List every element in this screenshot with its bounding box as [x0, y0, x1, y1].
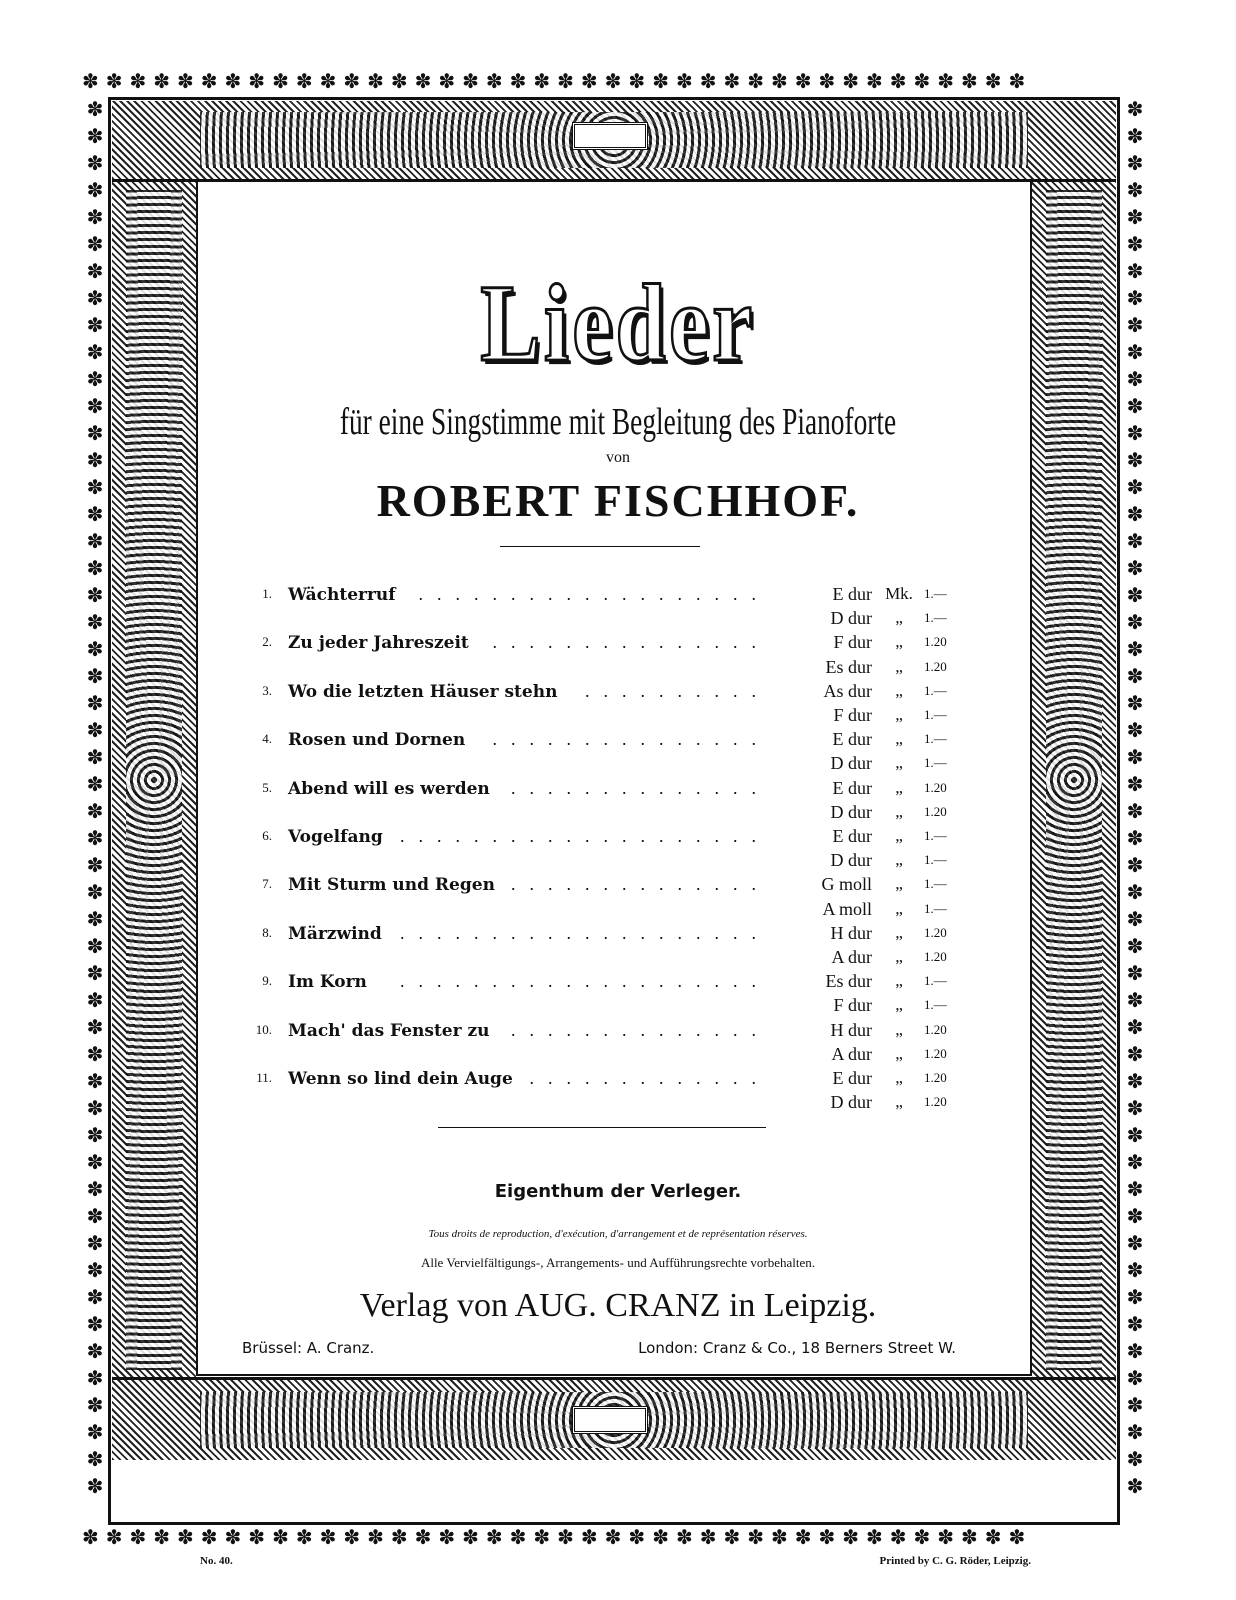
ditto-mark: „ — [895, 874, 903, 893]
song-edition-row — [0, 655, 1236, 679]
leader-dots: ............... — [492, 729, 770, 749]
song-price: 1.— — [924, 973, 947, 988]
ditto-mark: „ — [895, 632, 903, 651]
ditto-mark: „ — [895, 947, 903, 966]
song-line — [288, 776, 770, 800]
song-price: 1.20 — [924, 925, 947, 940]
ditto-mark: „ — [895, 729, 903, 748]
leader-dots: ............... — [492, 632, 770, 652]
ditto-mark: „ — [895, 826, 903, 845]
leader-dots: .................... — [400, 971, 770, 991]
song-number: 10. — [255, 1022, 272, 1037]
song-key: D dur — [830, 753, 872, 773]
song-price: 1.— — [924, 586, 947, 601]
song-edition-row — [0, 800, 1236, 824]
ornament-row-top: ✽✽✽✽✽✽✽✽✽✽✽✽✽✽✽✽✽✽✽✽✽✽✽✽✽✽✽✽✽✽✽✽✽✽✽✽✽✽✽✽ — [82, 69, 1033, 93]
song-key: E dur — [832, 826, 872, 846]
plaque-bottom — [572, 1406, 648, 1434]
leader-dots: .............. — [511, 1020, 770, 1040]
ditto-mark: „ — [895, 753, 903, 772]
song-price: 1.— — [924, 731, 947, 746]
leader-dots: .......... — [585, 681, 770, 701]
song-price: 1.— — [924, 997, 947, 1012]
song-line — [288, 921, 770, 945]
song-key: A moll — [822, 899, 872, 919]
ditto-mark: „ — [895, 778, 903, 797]
song-edition-row — [0, 824, 1236, 848]
song-line — [288, 679, 770, 703]
branch-brussels: Brüssel: A. Cranz. — [242, 1339, 375, 1357]
song-edition-row — [0, 921, 1236, 945]
song-key: G moll — [821, 874, 872, 894]
song-number: 8. — [262, 925, 272, 940]
song-edition-row — [0, 679, 1236, 703]
song-title: Wo die letzten Häuser stehn — [288, 682, 558, 702]
rights-french: Tous droits de reproduction, d'exécution, d'arrangement et de représentation réserves. — [428, 1228, 808, 1240]
song-line — [288, 872, 770, 896]
song-number: 4. — [262, 731, 272, 746]
song-key: As dur — [823, 681, 872, 701]
leader-dots: .................... — [400, 923, 770, 943]
song-title: Vogelfang — [288, 827, 383, 847]
song-number: 5. — [262, 780, 272, 795]
composer-name: ROBERT FISCHHOF. — [376, 475, 860, 526]
song-edition-row — [0, 703, 1236, 727]
leader-dots: .................... — [400, 826, 770, 846]
song-title: Mach' das Fenster zu — [288, 1021, 490, 1041]
song-price: 1.20 — [924, 1070, 947, 1085]
ornament-row-bottom: ✽✽✽✽✽✽✽✽✽✽✽✽✽✽✽✽✽✽✽✽✽✽✽✽✽✽✽✽✽✽✽✽✽✽✽✽✽✽✽✽ — [82, 1525, 1033, 1549]
ditto-mark: „ — [895, 681, 903, 700]
ornament-column-left: ✽✽✽✽✽✽✽✽✽✽✽✽✽✽✽✽✽✽✽✽✽✽✽✽✽✽✽✽✽✽✽✽✽✽✽✽✽✽✽✽✽✽✽✽✽✽✽✽✽✽✽✽ — [86, 97, 104, 1498]
song-number: 9. — [262, 973, 272, 988]
song-price: 1.20 — [924, 1094, 947, 1109]
leader-dots: ............. — [529, 1068, 770, 1088]
song-price: 1.— — [924, 707, 947, 722]
property-notice: Eigenthum der Verleger. — [494, 1181, 742, 1202]
ditto-mark: „ — [895, 657, 903, 676]
ditto-mark: „ — [895, 971, 903, 990]
song-key: H dur — [830, 923, 872, 943]
song-title: Zu jeder Jahreszeit — [288, 633, 469, 653]
song-key: D dur — [830, 850, 872, 870]
song-edition-row — [0, 1018, 1236, 1042]
song-edition-row — [0, 751, 1236, 775]
ditto-mark: „ — [895, 705, 903, 724]
song-price: 1.20 — [924, 804, 947, 819]
song-line — [288, 727, 770, 751]
song-key: D dur — [830, 608, 872, 628]
song-edition-row — [0, 630, 1236, 654]
song-key: F dur — [833, 995, 872, 1015]
leader-dots: .............. — [511, 778, 770, 798]
song-key: A dur — [831, 1044, 872, 1064]
ditto-mark: „ — [895, 608, 903, 627]
ditto-mark: „ — [895, 1044, 903, 1063]
song-number: 11. — [256, 1070, 272, 1085]
song-key: E dur — [832, 1068, 872, 1088]
leader-dots: .............. — [511, 874, 770, 894]
ditto-mark: „ — [895, 850, 903, 869]
song-edition-row — [0, 582, 1236, 606]
song-line — [288, 824, 770, 848]
song-line — [288, 1066, 770, 1090]
song-line — [288, 969, 770, 993]
song-title: Wächterruf — [288, 585, 396, 605]
by-label: von — [606, 449, 630, 466]
ditto-mark: „ — [895, 923, 903, 942]
ditto-mark: „ — [895, 1020, 903, 1039]
song-price: 1.20 — [924, 1046, 947, 1061]
ditto-mark: „ — [895, 995, 903, 1014]
song-key: D dur — [830, 1092, 872, 1112]
song-edition-row — [0, 1066, 1236, 1090]
song-price: 1.— — [924, 852, 947, 867]
song-key: H dur — [830, 1020, 872, 1040]
song-price: 1.— — [924, 876, 947, 891]
branch-london: London: Cranz & Co., 18 Berners Street W. — [638, 1339, 956, 1357]
ditto-mark: „ — [895, 1068, 903, 1087]
currency-label: Mk. — [885, 584, 913, 603]
plate-number: No. 40. — [200, 1555, 233, 1567]
plaque-top — [572, 122, 648, 150]
song-number: 2. — [262, 634, 272, 649]
ditto-mark: „ — [895, 802, 903, 821]
song-edition-row — [0, 1090, 1236, 1114]
song-edition-row — [0, 945, 1236, 969]
printer-credit: Printed by C. G. Röder, Leipzig. — [879, 1555, 1031, 1567]
song-price: 1.20 — [924, 1022, 947, 1037]
song-price: 1.20 — [924, 634, 947, 649]
ditto-mark: „ — [895, 899, 903, 918]
song-price: 1.20 — [924, 659, 947, 674]
rights-german: Alle Vervielfältigungs-, Arrangements- und Aufführungsrechte vorbehalten. — [420, 1255, 816, 1270]
song-price: 1.— — [924, 683, 947, 698]
song-number: 6. — [262, 828, 272, 843]
song-edition-row — [0, 897, 1236, 921]
leader-dots: ................... — [418, 584, 770, 604]
song-key: F dur — [833, 705, 872, 725]
song-title: Wenn so lind dein Auge — [288, 1069, 513, 1089]
song-price: 1.— — [924, 901, 947, 916]
subtitle: für eine Singstimme mit Begleitung des Pianoforte — [339, 401, 897, 443]
song-price: 1.— — [924, 755, 947, 770]
song-key: E dur — [832, 729, 872, 749]
song-edition-row — [0, 969, 1236, 993]
song-edition-row — [0, 872, 1236, 896]
song-price: 1.20 — [924, 949, 947, 964]
ornament-column-right: ✽✽✽✽✽✽✽✽✽✽✽✽✽✽✽✽✽✽✽✽✽✽✽✽✽✽✽✽✽✽✽✽✽✽✽✽✽✽✽✽✽✽✽✽✽✽✽✽✽✽✽✽ — [1126, 97, 1144, 1498]
song-price: 1.20 — [924, 780, 947, 795]
song-title: Im Korn — [288, 972, 367, 992]
song-price: 1.— — [924, 610, 947, 625]
ditto-mark: „ — [895, 1092, 903, 1111]
song-key: Es dur — [825, 657, 872, 677]
song-line — [288, 630, 770, 654]
song-title: Abend will es werden — [288, 779, 490, 799]
song-title: Märzwind — [288, 924, 382, 944]
song-line — [288, 582, 770, 606]
song-title: Rosen und Dornen — [288, 730, 466, 750]
song-key: Es dur — [825, 971, 872, 991]
song-number: 7. — [262, 876, 272, 891]
song-edition-row — [0, 776, 1236, 800]
publisher: Verlag von AUG. CRANZ in Leipzig. — [359, 1287, 877, 1324]
song-number: 3. — [262, 683, 272, 698]
song-key: A dur — [831, 947, 872, 967]
song-key: D dur — [830, 802, 872, 822]
song-line — [288, 1018, 770, 1042]
song-key: E dur — [832, 778, 872, 798]
song-edition-row — [0, 993, 1236, 1017]
divider-bottom — [438, 1127, 766, 1128]
song-edition-row — [0, 727, 1236, 751]
song-key: F dur — [833, 632, 872, 652]
song-edition-row — [0, 848, 1236, 872]
page-title: Lieder — [480, 262, 756, 384]
song-title: Mit Sturm und Regen — [288, 875, 495, 895]
song-number: 1. — [262, 586, 272, 601]
song-edition-row — [0, 606, 1236, 630]
song-key: E dur — [832, 584, 872, 604]
divider-top — [500, 546, 700, 547]
song-edition-row — [0, 1042, 1236, 1066]
song-price: 1.— — [924, 828, 947, 843]
